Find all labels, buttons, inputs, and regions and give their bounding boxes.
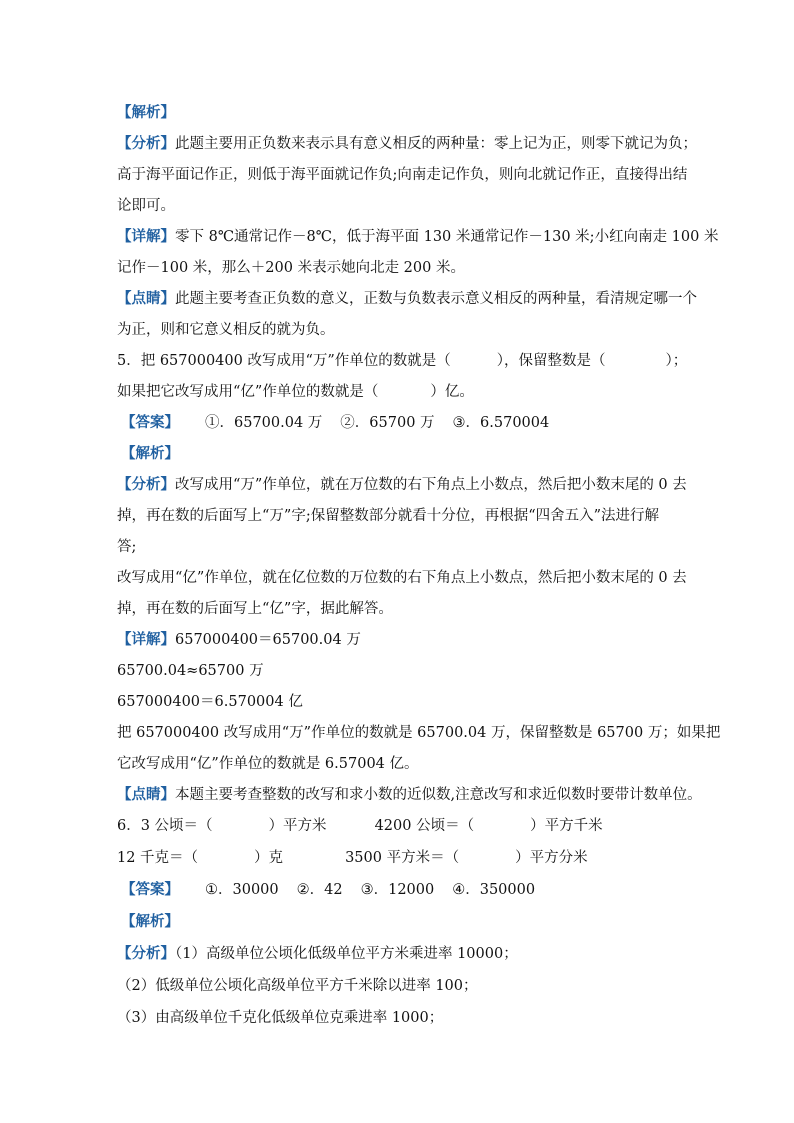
q5-analysis-text-5: 掉，再在数的后面写上“亿”字，据此解答。 bbox=[117, 601, 393, 617]
q6-answer-3: ③．12000 bbox=[360, 882, 435, 898]
prev-analysis-line-3 bbox=[117, 196, 175, 216]
prev-detail-text-2: 记作－100 米，那么＋200 米表示她向北走 200 米。 bbox=[117, 260, 465, 276]
q6-answer-1: ①．30000 bbox=[205, 882, 279, 898]
prev-detail-text-1: 零下 8℃通常记作－8℃，低于海平面 130 米通常记作－130 米;小红向南走 100 米 bbox=[175, 229, 719, 245]
q5-analysis-text-4: 改写成用“亿”作单位，就在亿位数的万位数的右下角点上小数点，然后把小数末尾的 0 去 bbox=[117, 570, 687, 586]
q5-analysis-text-2: 掉，再在数的后面写上“万”字;保留整数部分就看十分位，再根据“四舍五入”法进行解 bbox=[117, 508, 660, 524]
q5-answer-line bbox=[121, 413, 549, 433]
q5-answer-1: ①．65700.04 万 bbox=[205, 415, 323, 431]
prev-note-text-1: 此题主要考查正负数的意义，正数与负数表示意义相反的两种量，看清规定哪一个 bbox=[175, 291, 697, 307]
q5-text-2a: 如果把它改写成用“亿”作单位的数就是（ bbox=[117, 384, 379, 400]
q6-text-1d: ）平方千米 bbox=[530, 818, 603, 834]
prev-analysis-text-3: 论即可。 bbox=[117, 198, 175, 214]
q6-question-line-1 bbox=[117, 816, 603, 836]
q5-answer-3: ③．6.570004 bbox=[452, 415, 550, 431]
q5-detail-line-5 bbox=[117, 754, 419, 774]
q5-analysis-text-3: 答; bbox=[117, 539, 137, 555]
q5-note-text: 本题主要考查整数的改写和求小数的近似数,注意改写和求近似数时要带计数单位。 bbox=[175, 787, 702, 803]
q5-detail-text-3: 657000400＝6.570004 亿 bbox=[117, 694, 303, 710]
q6-analysis-line-3 bbox=[117, 1008, 443, 1028]
q5-detail-line-3 bbox=[117, 692, 303, 712]
q6-analysis-text-1: （1）高级单位公顷化低级单位平方米乘进率 10000； bbox=[175, 946, 518, 962]
q6-jiexi-heading bbox=[121, 912, 179, 932]
q5-detail-text-4: 把 657000400 改写成用“万”作单位的数就是 65700.04 万，保留整数是 65700 万；如果把 bbox=[117, 725, 721, 741]
tag-fenxi: 【分析】 bbox=[117, 135, 175, 152]
q5-question-line-2 bbox=[117, 382, 474, 402]
q5-analysis-line-4 bbox=[117, 568, 687, 588]
prev-analysis-text-1: 此题主要用正负数来表示具有意义相反的两种量：零上记为正，则零下就记为负； bbox=[175, 136, 697, 152]
q5-text-1c: ）； bbox=[665, 353, 688, 369]
q6-answer-4: ④．350000 bbox=[452, 882, 536, 898]
prev-analysis-line-2 bbox=[117, 165, 687, 185]
tag-jiexi: 【解析】 bbox=[121, 913, 179, 930]
q5-analysis-text-1: 改写成用“万”作单位，就在万位数的右下角点上小数点，然后把小数末尾的 0 去 bbox=[175, 477, 687, 493]
q6-analysis-text-3: （3）由高级单位千克化低级单位克乘进率 1000； bbox=[117, 1010, 444, 1026]
section-heading-jiexi bbox=[117, 103, 175, 123]
prev-analysis-line-1 bbox=[117, 134, 697, 154]
q5-text-2b: ）亿。 bbox=[430, 384, 474, 400]
q6-text-1b: ）平方米 bbox=[268, 818, 327, 834]
tag-fenxi: 【分析】 bbox=[117, 476, 175, 493]
q5-detail-line-2 bbox=[117, 661, 264, 681]
q6-analysis-line-1 bbox=[117, 944, 518, 964]
prev-note-text-2: 为正，则和它意义相反的就为负。 bbox=[117, 322, 335, 338]
tag-xiangjie: 【详解】 bbox=[117, 631, 175, 648]
q6-answer-2: ②．42 bbox=[296, 882, 343, 898]
q6-answer-line bbox=[121, 880, 535, 900]
tag-xiangjie: 【详解】 bbox=[117, 228, 175, 245]
q5-analysis-line-2 bbox=[117, 506, 659, 526]
prev-note-line-2 bbox=[117, 320, 335, 340]
q6-analysis-line-2 bbox=[117, 976, 478, 996]
prev-note-line-1 bbox=[117, 289, 697, 309]
tag-jiexi: 【解析】 bbox=[121, 445, 179, 462]
tag-dianjing: 【点睛】 bbox=[117, 786, 175, 803]
q6-analysis-text-2: （2）低级单位公顷化高级单位平方千米除以进率 100； bbox=[117, 978, 478, 994]
q5-detail-line-1 bbox=[117, 630, 361, 650]
q6-text-2d: ）平方分米 bbox=[515, 850, 588, 866]
q5-jiexi-heading bbox=[121, 444, 179, 464]
q5-note-line bbox=[117, 785, 702, 805]
prev-detail-line-1 bbox=[117, 227, 718, 247]
prev-analysis-text-2: 高于海平面记作正，则低于海平面就记作负;向南走记作负，则向北就记作正，直接得出结 bbox=[117, 167, 688, 183]
q5-analysis-line-1 bbox=[117, 475, 687, 495]
q5-analysis-line-5 bbox=[117, 599, 393, 619]
q5-answer-2: ②．65700 万 bbox=[340, 415, 435, 431]
q5-detail-text-5: 它改写成用“亿”作单位的数就是 6.57004 亿。 bbox=[117, 756, 419, 772]
q5-detail-text-2: 65700.04≈65700 万 bbox=[117, 663, 264, 679]
tag-jiexi: 【解析】 bbox=[117, 104, 175, 121]
q6-question-line-2 bbox=[117, 848, 588, 868]
q5-detail-line-4 bbox=[117, 723, 720, 743]
q6-text-2c: 3500 平方米＝（ bbox=[345, 850, 460, 866]
q6-text-1c: 4200 公顷＝（ bbox=[374, 818, 475, 834]
q6-text-2b: ）克 bbox=[254, 850, 284, 866]
tag-fenxi: 【分析】 bbox=[117, 945, 175, 962]
tag-dianjing: 【点睛】 bbox=[117, 290, 175, 307]
q5-question-line-1 bbox=[117, 351, 687, 371]
q6-text-2a: 12 千克＝（ bbox=[117, 850, 199, 866]
tag-daan: 【答案】 bbox=[121, 881, 179, 898]
q6-text-1a: 6．3 公顷＝（ bbox=[117, 818, 213, 834]
q5-analysis-line-3 bbox=[117, 537, 136, 557]
prev-detail-line-2 bbox=[117, 258, 465, 278]
q5-text-1a: 5．把 657000400 改写成用“万”作单位的数就是（ bbox=[117, 353, 451, 369]
tag-daan: 【答案】 bbox=[121, 414, 179, 431]
q5-text-1b: ），保留整数是（ bbox=[496, 353, 606, 369]
q5-detail-text-1: 657000400＝65700.04 万 bbox=[175, 632, 361, 648]
